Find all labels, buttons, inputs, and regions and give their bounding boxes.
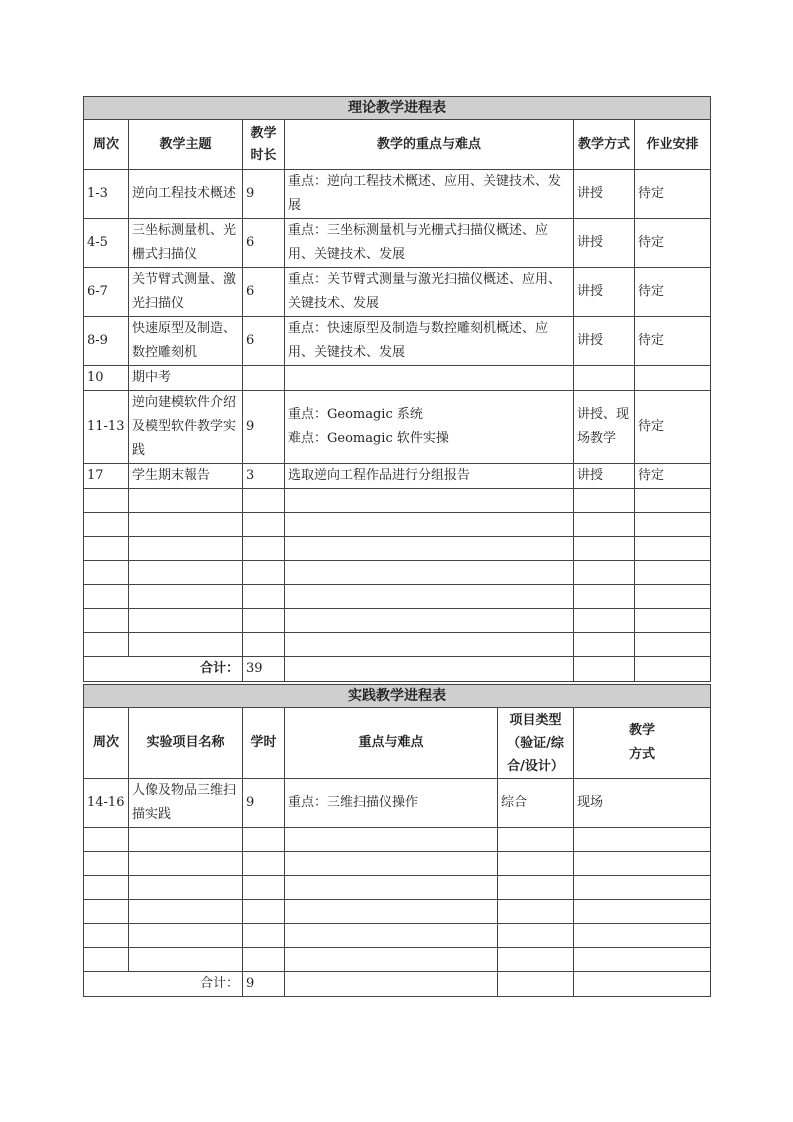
- total-label: 合计：: [84, 972, 243, 997]
- header-method: 教学 方式: [574, 708, 711, 779]
- cell-homework: 待定: [635, 268, 711, 317]
- header-focus: 教学的重点与难点: [285, 120, 574, 170]
- cell-week: 8-9: [84, 317, 129, 366]
- cell-topic: 关节臂式测量、激光扫描仪: [129, 268, 243, 317]
- header-experiment-name: 实验项目名称: [129, 708, 243, 779]
- cell-method: 讲授: [574, 317, 635, 366]
- table-row: [84, 391, 711, 464]
- cell-week: 14-16: [84, 779, 129, 828]
- cell-week: 6-7: [84, 268, 129, 317]
- cell-week: 10: [84, 366, 129, 391]
- empty-row: [84, 852, 711, 876]
- total-row: [84, 657, 711, 682]
- table-row: [84, 779, 711, 828]
- empty-row: [84, 561, 711, 585]
- cell-focus: 重点：三坐标测量机与光栅式扫描仪概述、应用、关键技术、发展: [285, 219, 574, 268]
- cell-homework: 待定: [635, 464, 711, 489]
- empty-row: [84, 828, 711, 852]
- cell-method: 讲授: [574, 219, 635, 268]
- cell-topic: 三坐标测量机、光栅式扫描仪: [129, 219, 243, 268]
- cell-hours: 6: [243, 317, 285, 366]
- cell-homework: 待定: [635, 317, 711, 366]
- cell-topic: 期中考: [129, 366, 243, 391]
- cell-project-type: 综合: [498, 779, 574, 828]
- cell-method: 现场: [574, 779, 711, 828]
- theory-table-title: 理论教学进程表: [84, 97, 711, 120]
- cell-homework: 待定: [635, 170, 711, 219]
- cell-experiment-name: 人像及物品三维扫描实践: [129, 779, 243, 828]
- cell-week: 11-13: [84, 391, 129, 464]
- cell-focus: 重点：快速原型及制造与数控雕刻机概述、应用、关键技术、发展: [285, 317, 574, 366]
- cell-focus: 选取逆向工程作品进行分组报告: [285, 464, 574, 489]
- cell-week: 17: [84, 464, 129, 489]
- cell-topic: 逆向工程技术概述: [129, 170, 243, 219]
- total-value: 9: [243, 972, 285, 997]
- total-row: [84, 972, 711, 997]
- empty-row: [84, 900, 711, 924]
- table-row: [84, 219, 711, 268]
- cell-week: 4-5: [84, 219, 129, 268]
- cell-hours: 3: [243, 464, 285, 489]
- empty-row: [84, 489, 711, 513]
- header-project-type: 项目类型 （验证/综 合/设计）: [498, 708, 574, 779]
- empty-row: [84, 876, 711, 900]
- cell-method: 讲授: [574, 268, 635, 317]
- cell-hours: [243, 366, 285, 391]
- table-row: [84, 366, 711, 391]
- practice-schedule-table: [83, 684, 711, 997]
- total-label: 合计：: [84, 657, 243, 682]
- cell-hours: 9: [243, 391, 285, 464]
- header-hours: 教学 时长: [243, 120, 285, 170]
- empty-row: [84, 924, 711, 948]
- cell-week: 1-3: [84, 170, 129, 219]
- cell-method: [574, 366, 635, 391]
- cell-homework: [635, 366, 711, 391]
- header-topic: 教学主题: [129, 120, 243, 170]
- practice-table-title: 实践教学进程表: [84, 685, 711, 708]
- table-row: [84, 317, 711, 366]
- header-homework: 作业安排: [635, 120, 711, 170]
- total-value: 39: [243, 657, 285, 682]
- cell-focus: [285, 366, 574, 391]
- cell-homework: 待定: [635, 391, 711, 464]
- cell-method: 讲授: [574, 464, 635, 489]
- empty-row: [84, 609, 711, 633]
- cell-focus: 重点：逆向工程技术概述、应用、关键技术、发展: [285, 170, 574, 219]
- table-row: [84, 268, 711, 317]
- cell-homework: 待定: [635, 219, 711, 268]
- header-week: 周次: [84, 708, 129, 779]
- cell-hours: 6: [243, 268, 285, 317]
- theory-schedule-table: [83, 96, 711, 682]
- header-hours: 学时: [243, 708, 285, 779]
- cell-topic: 快速原型及制造、数控雕刻机: [129, 317, 243, 366]
- cell-method: 讲授、现场教学: [574, 391, 635, 464]
- cell-hours: 9: [243, 779, 285, 828]
- header-method: 教学方式: [574, 120, 635, 170]
- empty-row: [84, 537, 711, 561]
- header-focus: 重点与难点: [285, 708, 498, 779]
- cell-focus: 重点：关节臂式测量与激光扫描仪概述、应用、关键技术、发展: [285, 268, 574, 317]
- table-row: [84, 170, 711, 219]
- empty-row: [84, 513, 711, 537]
- empty-row: [84, 585, 711, 609]
- cell-hours: 9: [243, 170, 285, 219]
- cell-focus: 重点：三维扫描仪操作: [285, 779, 498, 828]
- header-week: 周次: [84, 120, 129, 170]
- empty-row: [84, 633, 711, 657]
- cell-topic: 逆向建模软件介绍及模型软件教学实践: [129, 391, 243, 464]
- cell-topic: 学生期末報告: [129, 464, 243, 489]
- empty-row: [84, 948, 711, 972]
- cell-hours: 6: [243, 219, 285, 268]
- cell-focus: 重点：Geomagic 系统 难点：Geomagic 软件实操: [285, 391, 574, 464]
- table-row: [84, 464, 711, 489]
- cell-method: 讲授: [574, 170, 635, 219]
